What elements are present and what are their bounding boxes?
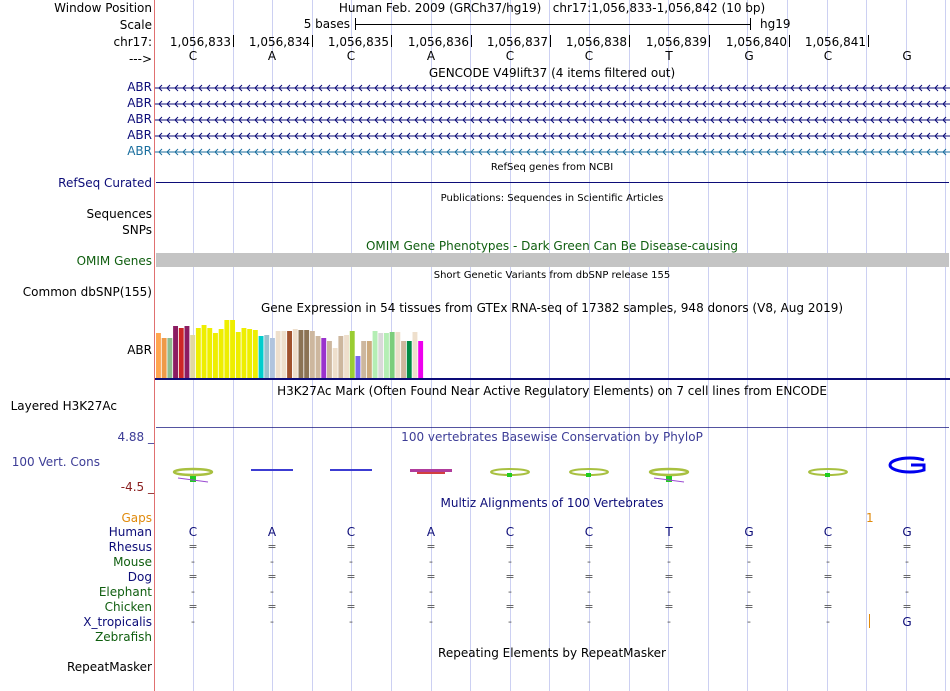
phylop-label[interactable]: 100 Vert. Cons [11, 455, 100, 469]
multiz-alignment-cell: C [823, 525, 833, 539]
gtex-tissue-bar [230, 320, 235, 378]
multiz-alignment-cell: A [426, 525, 436, 539]
phylop-logo-mark [507, 473, 512, 477]
multiz-alignment-cell: C [188, 525, 198, 539]
gtex-tissue-bar [264, 335, 269, 378]
multiz-alignment-cell: C [346, 525, 356, 539]
gtex-tissue-bar [207, 328, 212, 378]
phylop-logo-mark [174, 469, 212, 475]
gencode-transcript-label[interactable]: ABR [127, 128, 152, 142]
multiz-alignment-cell: = [823, 570, 833, 583]
repeatmasker-label[interactable]: RepeatMasker [66, 660, 152, 674]
gtex-tissue-bar [327, 341, 332, 378]
gtex-tissue-bar [202, 325, 207, 378]
assembly-label: hg19 [760, 17, 791, 31]
omim-feature-bar[interactable] [156, 253, 949, 267]
repeatmasker-track-title: Repeating Elements by RepeatMasker [438, 646, 666, 660]
gtex-tissue-bar [173, 326, 178, 378]
multiz-alignment-cell: = [267, 600, 277, 613]
multiz-alignment-cell: - [747, 555, 751, 568]
gtex-tissue-bar [344, 335, 349, 378]
multiz-species-label[interactable]: X_tropicalis [83, 615, 152, 629]
multiz-alignment-cell: = [505, 570, 515, 583]
gencode-transcript-label[interactable]: ABR [127, 80, 152, 94]
dbsnp-track-title: Short Genetic Variants from dbSNP release 155 [433, 270, 671, 281]
gtex-tissue-bar [179, 328, 184, 378]
gtex-tissue-bar [304, 330, 309, 378]
gtex-tissue-bar [361, 341, 366, 378]
ruler-base: G [902, 49, 912, 63]
gtex-tissue-bar [247, 329, 252, 378]
multiz-alignment-cell: C [584, 525, 594, 539]
multiz-alignment-cell: = [426, 540, 436, 553]
ruler-base: A [426, 49, 436, 63]
multiz-alignment-cell: = [188, 540, 198, 553]
gtex-tissue-bar [242, 328, 247, 378]
multiz-alignment-cell: - [191, 585, 195, 598]
ruler-position-label: 1,056,838 [565, 35, 627, 49]
gencode-track-title: GENCODE V49lift37 (4 items filtered out) [428, 66, 676, 80]
ruler-position-label: 1,056,834 [248, 35, 310, 49]
multiz-alignment-cell: - [747, 585, 751, 598]
publications-label-snps[interactable]: SNPs [122, 223, 152, 237]
gtex-tissue-bar [384, 333, 389, 378]
ruler-position-label: 1,056,839 [645, 35, 707, 49]
ruler-tick [629, 35, 630, 47]
multiz-alignment-cell: - [270, 555, 274, 568]
phylop-logo-mark [251, 469, 293, 471]
gtex-tissue-bar [299, 330, 304, 378]
phylop-logo-mark [586, 473, 591, 477]
gtex-tissue-bar [156, 333, 161, 378]
multiz-alignment-cell: = [744, 540, 754, 553]
ruler-position-label: 1,056,840 [725, 35, 787, 49]
multiz-species-label[interactable]: Dog [127, 570, 152, 584]
gtex-tissue-bar [350, 331, 355, 378]
gtex-tissue-bar [418, 341, 423, 378]
gtex-tissue-bar [356, 356, 361, 378]
multiz-species-label[interactable]: Zebrafish [95, 630, 152, 644]
gtex-tissue-bar [219, 329, 224, 378]
multiz-alignment-cell: - [905, 585, 909, 598]
scale-bar [355, 24, 751, 25]
multiz-alignment-cell: - [349, 585, 353, 598]
omim-label[interactable]: OMIM Genes [76, 254, 152, 268]
ruler-tick [868, 35, 869, 47]
multiz-species-label[interactable]: Human [108, 525, 152, 539]
multiz-alignment-cell: = [505, 540, 515, 553]
phylop-min-label: -4.5 _ [120, 480, 154, 494]
gtex-tissue-bar [281, 331, 286, 378]
multiz-alignment-cell: - [826, 555, 830, 568]
scale-bar-right-cap [750, 18, 751, 30]
scale-bar-left-cap [355, 18, 356, 30]
multiz-alignment-cell: = [584, 600, 594, 613]
multiz-alignment-cell: = [426, 600, 436, 613]
gtex-tissue-bar [185, 326, 190, 378]
refseq-gene-line[interactable] [156, 182, 949, 183]
multiz-alignment-cell: - [667, 555, 671, 568]
ruler-tick [391, 35, 392, 47]
gtex-label[interactable]: ABR [127, 343, 152, 357]
multiz-gaps-value: 1 [866, 511, 874, 525]
multiz-species-label[interactable]: Chicken [104, 600, 152, 614]
gtex-tissue-bar [390, 332, 395, 378]
refseq-label[interactable]: RefSeq Curated [58, 176, 152, 190]
h3k27ac-track-title: H3K27Ac Mark (Often Found Near Active Regulatory Elements) on 7 cell lines from ENCODE [277, 384, 827, 398]
multiz-alignment-cell: - [587, 585, 591, 598]
ruler-position-label: 1,056,841 [804, 35, 866, 49]
ruler-tick [709, 35, 710, 47]
multiz-alignment-cell: C [505, 525, 515, 539]
gtex-tissue-bar [407, 341, 412, 378]
multiz-alignment-cell: = [188, 600, 198, 613]
multiz-alignment-cell: - [191, 615, 195, 628]
phylop-logos[interactable] [155, 455, 950, 490]
ruler-tick [471, 35, 472, 47]
window-position-label: Window Position [54, 1, 152, 15]
dbsnp-label[interactable]: Common dbSNP(155) [22, 285, 152, 299]
gtex-tissue-bar [333, 348, 338, 378]
gtex-tissue-bar [196, 328, 201, 378]
multiz-alignment-cell: = [744, 600, 754, 613]
multiz-alignment-cell: - [429, 615, 433, 628]
window-position-text: Human Feb. 2009 (GRCh37/hg19) chr17:1,056,833-1,056,842 (10 bp) [338, 1, 766, 15]
ruler-tick [550, 35, 551, 47]
phylop-logo-mark [410, 469, 452, 472]
publications-track-title: Publications: Sequences in Scientific Articles [440, 193, 664, 204]
gtex-tissue-bar [316, 336, 321, 378]
multiz-species-label[interactable]: Rhesus [108, 540, 152, 554]
multiz-alignment-cell: = [426, 570, 436, 583]
multiz-alignment-cell: = [902, 570, 912, 583]
multiz-alignment-cell: - [429, 555, 433, 568]
gtex-tissue-bar [395, 332, 400, 378]
gtex-tissue-bar [213, 333, 218, 378]
phylop-max-label: 4.88 _ [117, 430, 154, 444]
strand-arrow-label: ---> [128, 52, 152, 66]
multiz-alignment-cell: = [744, 570, 754, 583]
refseq-track-title: RefSeq genes from NCBI [490, 162, 614, 173]
multiz-gaps-label[interactable]: Gaps [121, 511, 152, 525]
phylop-logo-mark [650, 469, 688, 475]
ruler-tick [789, 35, 790, 47]
ruler-position-label: 1,056,835 [327, 35, 389, 49]
multiz-alignment-cell: G [744, 525, 754, 539]
ruler-base: T [665, 49, 673, 63]
multiz-alignment-cell: - [349, 555, 353, 568]
gencode-transcript-label[interactable]: ABR [127, 144, 152, 158]
gtex-tissue-bar [338, 336, 343, 378]
multiz-alignment-cell: G [902, 615, 912, 629]
multiz-alignment-cell: = [346, 600, 356, 613]
multiz-alignment-cell: T [665, 525, 673, 539]
multiz-alignment-cell: = [188, 570, 198, 583]
gtex-tissue-bar [378, 333, 383, 378]
gtex-tissue-bar [321, 338, 326, 378]
gencode-transcript-label[interactable]: ABR [127, 112, 152, 126]
ruler-base: A [267, 49, 277, 63]
gtex-tissue-bar [167, 338, 172, 378]
publications-label-sequences[interactable]: Sequences [86, 207, 152, 221]
multiz-alignment-cell: = [584, 540, 594, 553]
multiz-alignment-cell: - [191, 555, 195, 568]
ruler-position-label: 1,056,833 [169, 35, 231, 49]
multiz-alignment-cell: - [270, 615, 274, 628]
gtex-tissue-bar [190, 335, 195, 378]
chrom-label: chr17: [113, 35, 152, 49]
scale-text: 5 bases [303, 17, 350, 31]
multiz-alignment-cell: - [508, 585, 512, 598]
multiz-alignment-cell: - [508, 555, 512, 568]
ruler-base: C [584, 49, 594, 63]
multiz-alignment-cell: = [664, 570, 674, 583]
h3k27ac-baseline [156, 427, 949, 428]
multiz-alignment-cell: - [429, 585, 433, 598]
multiz-alignment-cell: A [267, 525, 277, 539]
phylop-logo-mark [825, 473, 830, 477]
ruler-tick [233, 35, 234, 47]
gtex-track-title: Gene Expression in 54 tissues from GTEx RNA-seq of 17382 samples, 948 donors (V8, Aug 2019) [260, 301, 844, 315]
gtex-expression-bars[interactable] [155, 315, 950, 385]
multiz-track-title: Multiz Alignments of 100 Vertebrates [440, 496, 664, 510]
ruler-base: C [505, 49, 515, 63]
gtex-tissue-bar [162, 338, 167, 378]
gtex-tissue-bar [401, 341, 406, 378]
multiz-alignment-cell: = [823, 600, 833, 613]
x-tropicalis-gap-marker [869, 614, 870, 628]
multiz-alignment-cell: - [667, 585, 671, 598]
gtex-tissue-bar [270, 338, 275, 378]
multiz-alignment-cell: = [664, 540, 674, 553]
gtex-tissue-bar [287, 331, 292, 378]
multiz-alignment-cell: - [747, 615, 751, 628]
multiz-alignment-cell: = [823, 540, 833, 553]
ruler-position-label: 1,056,836 [407, 35, 469, 49]
multiz-alignment-cell: - [667, 615, 671, 628]
multiz-species-label[interactable]: Mouse [113, 555, 152, 569]
multiz-alignment-cell: - [587, 555, 591, 568]
multiz-alignment-cell: = [664, 600, 674, 613]
multiz-alignment-cell: = [346, 570, 356, 583]
multiz-alignment-cell: = [902, 540, 912, 553]
omim-track-title: OMIM Gene Phenotypes - Dark Green Can Be Disease-causing [365, 239, 739, 253]
multiz-alignment-cell: - [826, 585, 830, 598]
multiz-alignment-cell: = [584, 570, 594, 583]
gtex-tissue-bar [367, 341, 372, 378]
ruler-base: G [744, 49, 754, 63]
gtex-tissue-bar [276, 331, 281, 378]
gtex-tissue-bar [259, 336, 264, 378]
phylop-logo-mark [190, 476, 196, 482]
multiz-alignment-cell: = [346, 540, 356, 553]
gtex-tissue-bar [373, 331, 378, 378]
gtex-tissue-bar [236, 332, 241, 378]
ruler-tick [312, 35, 313, 47]
multiz-alignment-cell: = [267, 570, 277, 583]
gencode-transcripts[interactable] [155, 80, 950, 160]
ruler-position-label: 1,056,837 [486, 35, 548, 49]
multiz-alignment-cell: - [349, 615, 353, 628]
multiz-alignment-cell: = [902, 600, 912, 613]
multiz-alignment-cell: - [508, 615, 512, 628]
multiz-alignment-cell: = [505, 600, 515, 613]
gtex-tissue-bar [253, 330, 258, 378]
ruler-base: C [823, 49, 833, 63]
multiz-alignment-cell: G [902, 525, 912, 539]
phylop-logo-mark [890, 458, 924, 472]
gtex-tissue-bar [310, 331, 315, 378]
ruler-base: C [188, 49, 198, 63]
phylop-logo-mark [666, 476, 672, 482]
ruler-base: C [346, 49, 356, 63]
gencode-transcript-label[interactable]: ABR [127, 96, 152, 110]
multiz-alignment-cell: - [905, 555, 909, 568]
multiz-species-label[interactable]: Elephant [98, 585, 152, 599]
multiz-alignment-cell: - [826, 615, 830, 628]
phylop-logo-mark [417, 472, 445, 474]
scale-label: Scale [119, 18, 152, 32]
gtex-tissue-bar [224, 320, 229, 378]
gtex-tissue-bar [293, 329, 298, 378]
multiz-alignment-cell: - [270, 585, 274, 598]
multiz-alignment-cell: - [587, 615, 591, 628]
h3k27ac-label[interactable]: Layered H3K27Ac [10, 399, 117, 413]
phylop-logo-mark [330, 469, 372, 471]
gtex-tissue-bar [413, 332, 418, 378]
phylop-track-title: 100 vertebrates Basewise Conservation by PhyloP [401, 430, 703, 444]
multiz-alignment-cell: = [267, 540, 277, 553]
